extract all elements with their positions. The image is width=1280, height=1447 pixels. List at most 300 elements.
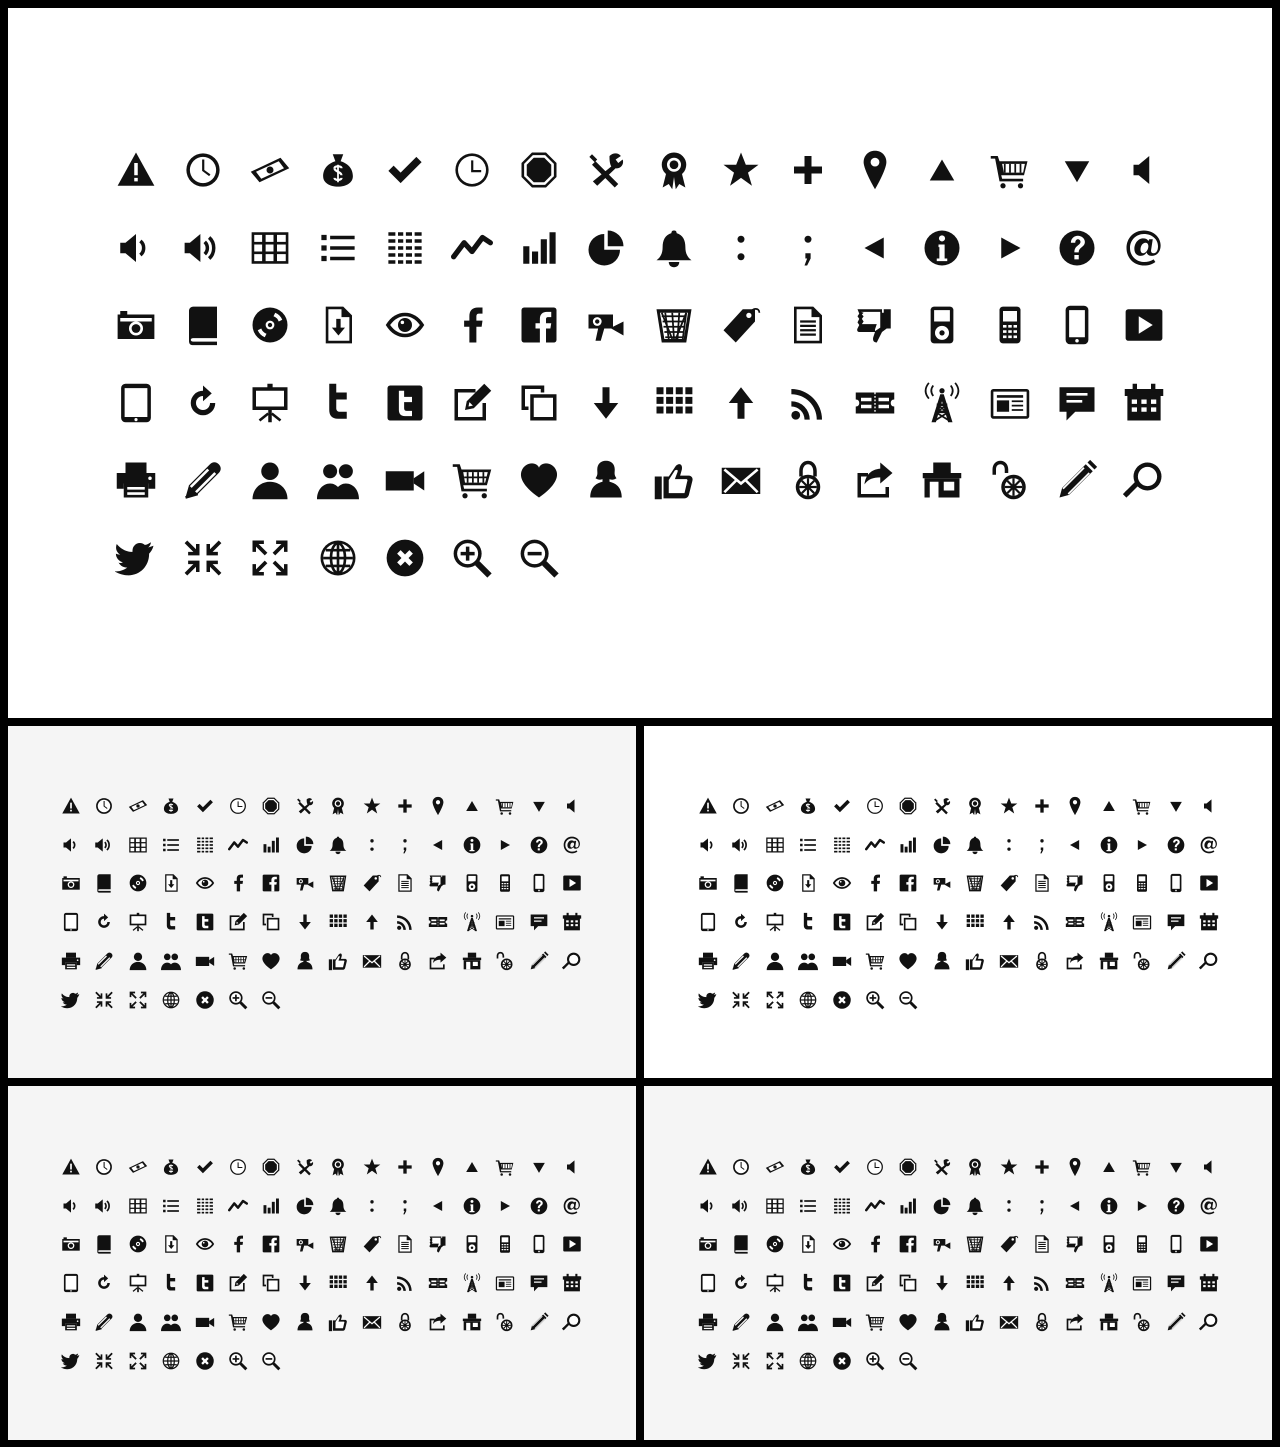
money-bag-icon — [161, 796, 181, 816]
rss-icon — [1032, 912, 1052, 932]
semicolon-icon — [1032, 1196, 1052, 1216]
lock-icon — [395, 1312, 415, 1332]
stop-icon — [898, 796, 918, 816]
smartphone-icon — [529, 1234, 549, 1254]
bell-icon — [965, 1196, 985, 1216]
antenna-tower-icon — [1099, 912, 1119, 932]
ipod-icon — [462, 873, 482, 893]
book-icon — [94, 1234, 114, 1254]
icon-sheet-preview-gray-2 — [8, 1086, 636, 1440]
arrow-left-icon — [1065, 1196, 1085, 1216]
volume-mute-icon — [1199, 796, 1219, 816]
list-icon — [798, 835, 818, 855]
keypad-icon — [653, 382, 695, 424]
pencil-icon — [1166, 951, 1186, 971]
pencil-icon — [529, 951, 549, 971]
pen-icon — [94, 1312, 114, 1332]
arrow-right-icon — [989, 227, 1031, 269]
download-document-icon — [317, 304, 359, 346]
bell-icon — [653, 227, 695, 269]
close-circle-icon — [195, 990, 215, 1010]
calendar-icon — [1199, 1273, 1219, 1293]
envelope-icon — [720, 459, 762, 501]
help-icon — [1166, 835, 1186, 855]
volume-mute-icon — [562, 1157, 582, 1177]
keypad-icon — [965, 912, 985, 932]
presentation-icon — [765, 1273, 785, 1293]
twitter-t-icon — [798, 1273, 818, 1293]
pie-chart-icon — [295, 1196, 315, 1216]
smartphone-icon — [1166, 873, 1186, 893]
clock-outline-icon — [865, 796, 885, 816]
users-icon — [161, 951, 181, 971]
user-female-icon — [932, 1312, 952, 1332]
cellphone-icon — [495, 873, 515, 893]
arrow-down-icon — [295, 912, 315, 932]
edit-icon — [228, 1273, 248, 1293]
printer-icon — [61, 951, 81, 971]
twitter-bird-icon — [115, 537, 157, 579]
stop-icon — [261, 796, 281, 816]
star-icon — [999, 796, 1019, 816]
keypad-icon — [965, 1273, 985, 1293]
thumbs-down-icon — [1065, 1234, 1085, 1254]
trend-line-icon — [228, 835, 248, 855]
award-icon — [328, 1157, 348, 1177]
dotted-grid-icon — [384, 227, 426, 269]
at-sign-icon — [1199, 835, 1219, 855]
rss-icon — [1032, 1273, 1052, 1293]
icon-sheet-preview-white — [644, 726, 1272, 1078]
download-document-icon — [798, 873, 818, 893]
copy-icon — [518, 382, 560, 424]
at-sign-icon — [562, 1196, 582, 1216]
twitter-bird-icon — [698, 1351, 718, 1371]
pie-chart-icon — [295, 835, 315, 855]
zoom-in-icon — [865, 990, 885, 1010]
twitter-bird-icon — [61, 990, 81, 1010]
arrow-left-icon — [428, 1196, 448, 1216]
help-icon — [529, 835, 549, 855]
arrow-down-icon — [295, 1273, 315, 1293]
music-disc-icon — [249, 304, 291, 346]
list-icon — [317, 227, 359, 269]
triangle-down-icon — [1166, 796, 1186, 816]
at-sign-icon — [1123, 227, 1165, 269]
colon-icon — [720, 227, 762, 269]
newspaper-icon — [1132, 912, 1152, 932]
clock-icon — [731, 796, 751, 816]
trend-line-icon — [451, 227, 493, 269]
eye-icon — [195, 873, 215, 893]
download-document-icon — [161, 873, 181, 893]
trash-basket-icon — [965, 873, 985, 893]
twitter-t-icon — [161, 912, 181, 932]
tablet-icon — [61, 912, 81, 932]
bell-icon — [965, 835, 985, 855]
search-icon — [562, 1312, 582, 1332]
twitter-t-icon — [161, 1273, 181, 1293]
expand-icon — [128, 1351, 148, 1371]
document-icon — [1032, 873, 1052, 893]
globe-icon — [798, 1351, 818, 1371]
list-icon — [161, 835, 181, 855]
lock-icon — [1032, 951, 1052, 971]
warning-icon — [61, 1157, 81, 1177]
tools-icon — [295, 1157, 315, 1177]
semicolon-icon — [395, 835, 415, 855]
presentation-icon — [249, 382, 291, 424]
video-camera-old-icon — [585, 304, 627, 346]
zoom-in-icon — [865, 1351, 885, 1371]
map-pin-icon — [854, 149, 896, 191]
cart-icon — [451, 459, 493, 501]
keypad-icon — [328, 912, 348, 932]
newspaper-icon — [495, 1273, 515, 1293]
expand-icon — [128, 990, 148, 1010]
share-icon — [428, 1312, 448, 1332]
clock-icon — [94, 796, 114, 816]
facebook-icon — [865, 873, 885, 893]
map-pin-icon — [428, 1157, 448, 1177]
arrow-left-icon — [428, 835, 448, 855]
store-icon — [921, 459, 963, 501]
edit-icon — [451, 382, 493, 424]
list-icon — [161, 1196, 181, 1216]
tools-icon — [932, 1157, 952, 1177]
facebook-square-icon — [898, 873, 918, 893]
thumbs-down-icon — [1065, 873, 1085, 893]
trash-basket-icon — [328, 873, 348, 893]
plus-icon — [1032, 1157, 1052, 1177]
plus-icon — [395, 1157, 415, 1177]
video-camera-icon — [195, 1312, 215, 1332]
video-camera-icon — [832, 1312, 852, 1332]
eye-icon — [384, 304, 426, 346]
ticket-icon — [428, 1273, 448, 1293]
tools-icon — [932, 796, 952, 816]
pencil-icon — [529, 1312, 549, 1332]
thumbs-up-icon — [328, 951, 348, 971]
cart-icon — [865, 951, 885, 971]
chat-bubble-icon — [1056, 382, 1098, 424]
expand-icon — [765, 990, 785, 1010]
cart-icon — [228, 951, 248, 971]
chat-bubble-icon — [529, 1273, 549, 1293]
triangle-up-icon — [462, 796, 482, 816]
tag-icon — [362, 873, 382, 893]
shopping-cart-icon — [1132, 1157, 1152, 1177]
money-icon — [249, 149, 291, 191]
copy-icon — [261, 1273, 281, 1293]
printer-icon — [61, 1312, 81, 1332]
dotted-grid-icon — [832, 835, 852, 855]
cellphone-icon — [1132, 1234, 1152, 1254]
list-icon — [798, 1196, 818, 1216]
bar-chart-icon — [261, 835, 281, 855]
users-icon — [798, 1312, 818, 1332]
music-disc-icon — [128, 1234, 148, 1254]
checkmark-icon — [832, 796, 852, 816]
video-camera-old-icon — [295, 1234, 315, 1254]
lock-icon — [1032, 1312, 1052, 1332]
smartphone-icon — [1166, 1234, 1186, 1254]
triangle-down-icon — [1056, 149, 1098, 191]
money-icon — [128, 1157, 148, 1177]
dotted-grid-icon — [195, 1196, 215, 1216]
rss-icon — [787, 382, 829, 424]
arrow-down-icon — [585, 382, 627, 424]
pie-chart-icon — [932, 835, 952, 855]
ipod-icon — [462, 1234, 482, 1254]
checkmark-icon — [195, 796, 215, 816]
colon-icon — [999, 835, 1019, 855]
tablet-icon — [698, 1273, 718, 1293]
semicolon-icon — [395, 1196, 415, 1216]
user-female-icon — [932, 951, 952, 971]
twitter-bird-icon — [698, 990, 718, 1010]
user-female-icon — [295, 1312, 315, 1332]
zoom-in-icon — [228, 1351, 248, 1371]
copy-icon — [898, 1273, 918, 1293]
globe-icon — [161, 990, 181, 1010]
tablet-icon — [698, 912, 718, 932]
user-icon — [128, 1312, 148, 1332]
tag-icon — [362, 1234, 382, 1254]
keypad-icon — [328, 1273, 348, 1293]
globe-icon — [317, 537, 359, 579]
clock-outline-icon — [451, 149, 493, 191]
plus-icon — [1032, 796, 1052, 816]
pen-icon — [182, 459, 224, 501]
download-document-icon — [798, 1234, 818, 1254]
ipod-icon — [1099, 873, 1119, 893]
thumbs-down-icon — [428, 1234, 448, 1254]
document-icon — [787, 304, 829, 346]
info-icon — [1099, 835, 1119, 855]
stop-icon — [261, 1157, 281, 1177]
thumbs-up-icon — [965, 1312, 985, 1332]
ipod-icon — [1099, 1234, 1119, 1254]
tools-icon — [295, 796, 315, 816]
clock-icon — [731, 1157, 751, 1177]
copy-icon — [261, 912, 281, 932]
bar-chart-icon — [518, 227, 560, 269]
tag-icon — [999, 1234, 1019, 1254]
edit-icon — [865, 1273, 885, 1293]
info-icon — [462, 1196, 482, 1216]
help-icon — [1166, 1196, 1186, 1216]
award-icon — [653, 149, 695, 191]
arrow-up-icon — [999, 912, 1019, 932]
ipod-icon — [921, 304, 963, 346]
video-camera-icon — [195, 951, 215, 971]
money-icon — [765, 1157, 785, 1177]
trash-basket-icon — [965, 1234, 985, 1254]
arrow-right-icon — [1132, 835, 1152, 855]
calendar-icon — [1199, 912, 1219, 932]
search-icon — [1199, 1312, 1219, 1332]
facebook-square-icon — [898, 1234, 918, 1254]
copy-icon — [898, 912, 918, 932]
money-icon — [765, 796, 785, 816]
printer-icon — [115, 459, 157, 501]
clock-outline-icon — [228, 1157, 248, 1177]
eye-icon — [832, 1234, 852, 1254]
collapse-icon — [731, 990, 751, 1010]
checkmark-icon — [832, 1157, 852, 1177]
user-icon — [765, 1312, 785, 1332]
smartphone-icon — [1056, 304, 1098, 346]
trend-line-icon — [865, 835, 885, 855]
triangle-up-icon — [921, 149, 963, 191]
clock-icon — [94, 1157, 114, 1177]
pen-icon — [731, 951, 751, 971]
arrow-right-icon — [1132, 1196, 1152, 1216]
arrow-right-icon — [495, 835, 515, 855]
eye-icon — [832, 873, 852, 893]
youtube-play-icon — [562, 873, 582, 893]
cellphone-icon — [495, 1234, 515, 1254]
refresh-icon — [94, 1273, 114, 1293]
at-sign-icon — [1199, 1196, 1219, 1216]
share-icon — [1065, 951, 1085, 971]
arrow-left-icon — [1065, 835, 1085, 855]
calendar-icon — [1123, 382, 1165, 424]
facebook-square-icon — [261, 1234, 281, 1254]
colon-icon — [999, 1196, 1019, 1216]
unlock-icon — [495, 951, 515, 971]
eye-icon — [195, 1234, 215, 1254]
arrow-down-icon — [932, 912, 952, 932]
bar-chart-icon — [261, 1196, 281, 1216]
thumbs-down-icon — [428, 873, 448, 893]
award-icon — [328, 796, 348, 816]
printer-icon — [698, 951, 718, 971]
bar-chart-icon — [898, 1196, 918, 1216]
money-bag-icon — [317, 149, 359, 191]
video-camera-icon — [832, 951, 852, 971]
warning-icon — [698, 796, 718, 816]
unlock-icon — [989, 459, 1031, 501]
facebook-square-icon — [518, 304, 560, 346]
unlock-icon — [1132, 1312, 1152, 1332]
checkmark-icon — [195, 1157, 215, 1177]
refresh-icon — [731, 1273, 751, 1293]
shopping-cart-icon — [1132, 796, 1152, 816]
lock-icon — [395, 951, 415, 971]
facebook-icon — [865, 1234, 885, 1254]
info-icon — [921, 227, 963, 269]
semicolon-icon — [787, 227, 829, 269]
video-camera-old-icon — [295, 873, 315, 893]
newspaper-icon — [989, 382, 1031, 424]
facebook-square-icon — [261, 873, 281, 893]
facebook-icon — [228, 873, 248, 893]
music-disc-icon — [128, 873, 148, 893]
thumbs-up-icon — [328, 1312, 348, 1332]
expand-icon — [249, 537, 291, 579]
collapse-icon — [731, 1351, 751, 1371]
zoom-out-icon — [518, 537, 560, 579]
dotted-grid-icon — [195, 835, 215, 855]
lock-icon — [787, 459, 829, 501]
plus-icon — [787, 149, 829, 191]
presentation-icon — [128, 912, 148, 932]
arrow-down-icon — [932, 1273, 952, 1293]
envelope-icon — [362, 1312, 382, 1332]
info-icon — [462, 835, 482, 855]
help-icon — [1056, 227, 1098, 269]
store-icon — [1099, 951, 1119, 971]
plus-icon — [395, 796, 415, 816]
volume-low-icon — [61, 1196, 81, 1216]
volume-high-icon — [94, 835, 114, 855]
star-icon — [720, 149, 762, 191]
arrow-up-icon — [362, 1273, 382, 1293]
warning-icon — [698, 1157, 718, 1177]
heart-icon — [261, 951, 281, 971]
checkmark-icon — [384, 149, 426, 191]
refresh-icon — [182, 382, 224, 424]
money-bag-icon — [798, 796, 818, 816]
icon-sheet-preview-gray-1 — [8, 726, 636, 1078]
triangle-down-icon — [529, 796, 549, 816]
unlock-icon — [495, 1312, 515, 1332]
antenna-tower-icon — [921, 382, 963, 424]
chat-bubble-icon — [529, 912, 549, 932]
cart-icon — [228, 1312, 248, 1332]
zoom-out-icon — [261, 1351, 281, 1371]
icon-sheet-large — [8, 8, 1272, 718]
money-bag-icon — [798, 1157, 818, 1177]
camera-icon — [698, 873, 718, 893]
youtube-play-icon — [1199, 873, 1219, 893]
volume-high-icon — [182, 227, 224, 269]
grid-icon — [765, 835, 785, 855]
download-document-icon — [161, 1234, 181, 1254]
rss-icon — [395, 912, 415, 932]
shopping-cart-icon — [495, 1157, 515, 1177]
arrow-up-icon — [362, 912, 382, 932]
refresh-icon — [731, 912, 751, 932]
grid-icon — [249, 227, 291, 269]
map-pin-icon — [1065, 1157, 1085, 1177]
tablet-icon — [115, 382, 157, 424]
map-pin-icon — [428, 796, 448, 816]
colon-icon — [362, 835, 382, 855]
clock-outline-icon — [865, 1157, 885, 1177]
envelope-icon — [999, 951, 1019, 971]
heart-icon — [518, 459, 560, 501]
clock-outline-icon — [228, 796, 248, 816]
book-icon — [731, 1234, 751, 1254]
user-female-icon — [295, 951, 315, 971]
thumbs-down-icon — [854, 304, 896, 346]
share-icon — [428, 951, 448, 971]
twitter-t-icon — [798, 912, 818, 932]
trend-line-icon — [228, 1196, 248, 1216]
ticket-icon — [1065, 912, 1085, 932]
zoom-in-icon — [228, 990, 248, 1010]
calendar-icon — [562, 1273, 582, 1293]
chat-bubble-icon — [1166, 1273, 1186, 1293]
share-icon — [1065, 1312, 1085, 1332]
heart-icon — [898, 1312, 918, 1332]
volume-mute-icon — [1199, 1157, 1219, 1177]
search-icon — [1123, 459, 1165, 501]
video-camera-old-icon — [932, 1234, 952, 1254]
